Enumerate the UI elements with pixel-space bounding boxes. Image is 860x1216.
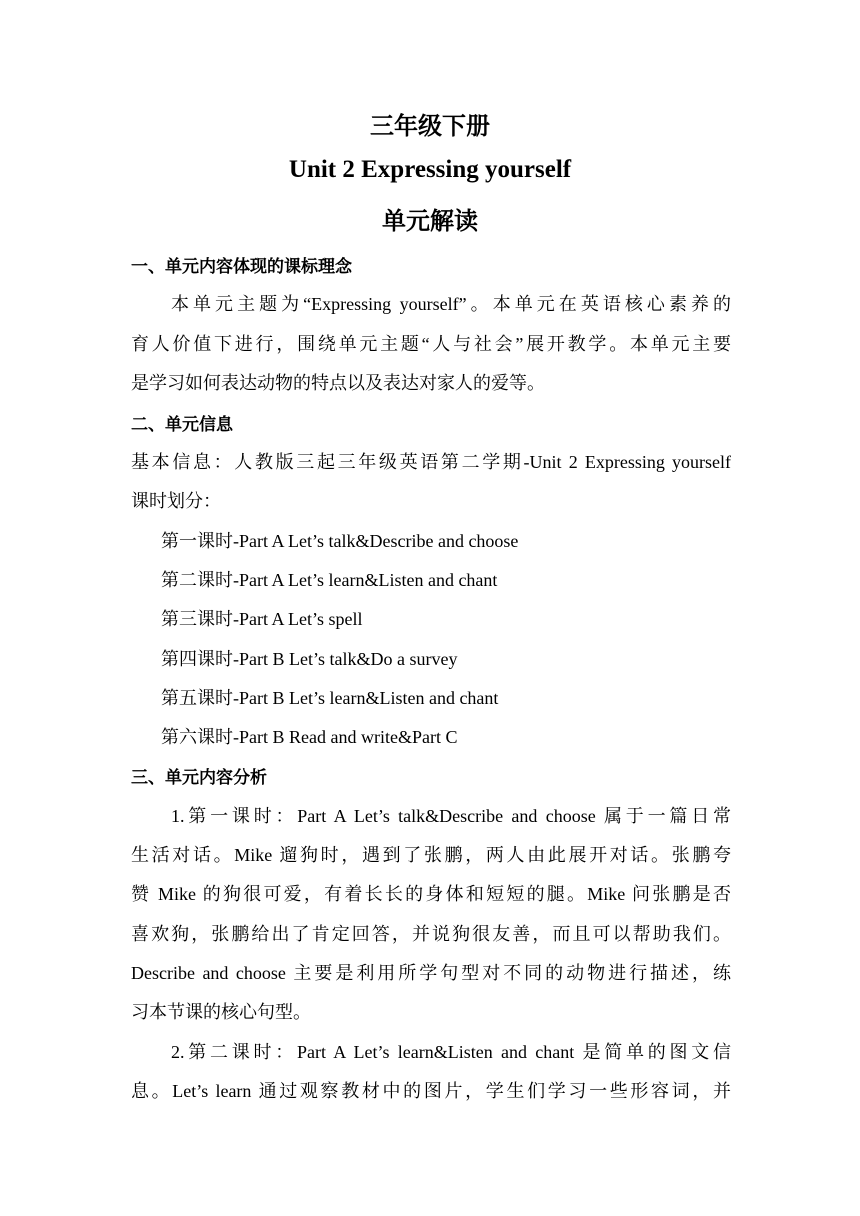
section1-line: 是学习如何表达动物的特点以及表达对家人的爱等。 [131,373,545,393]
unit-title: Unit 2 Expressing yourself [288,156,572,183]
paragraph-line: 习本节课的核心句型。 [131,1002,311,1022]
paragraph-line: Describe and choose 主要是利用所学句型对不同的动物进行描述，练 [131,963,731,983]
paragraph-line: 生活对话。Mike 遛狗时，遇到了张鹏，两人由此展开对话。张鹏夸 [131,845,731,865]
lesson-item: 第四课时-Part B Let’s talk&Do a survey [161,649,458,669]
section1-line: 本单元主题为“Expressing yourself”。本单元在英语核心素养的 [171,294,731,314]
lesson-item: 第一课时-Part A Let’s talk&Describe and choose [161,531,519,551]
paragraph-line: 息。Let’s learn 通过观察教材中的图片，学生们学习一些形容词，并 [131,1081,731,1101]
section-title: 单元解读 [382,207,478,235]
basic-info: 基本信息：人教版三起三年级英语第二学期-Unit 2 Expressing yourself [131,452,731,472]
paragraph-line: 1.第一课时：Part A Let’s talk&Describe and choose 属于一篇日常 [171,806,731,826]
lesson-item: 第六课时-Part B Read and write&Part C [161,727,458,747]
paragraph-line: 赞 Mike 的狗很可爱，有着长长的身体和短短的腿。Mike 问张鹏是否 [131,884,731,904]
section3-heading: 三、单元内容分析 [131,768,267,788]
lesson-item: 第五课时-Part B Let’s learn&Listen and chant [161,688,499,708]
lesson-item: 第三课时-Part A Let’s spell [161,609,363,629]
paragraph-line: 2.第二课时：Part A Let’s learn&Listen and chant 是简单的图文信 [171,1042,731,1062]
schedule-label: 课时划分： [131,491,221,511]
section1-line: 育人价值下进行，围绕单元主题“人与社会”展开教学。本单元主要 [131,334,731,354]
section2-heading: 二、单元信息 [131,415,233,435]
lesson-item: 第二课时-Part A Let’s learn&Listen and chant [161,570,498,590]
section1-heading: 一、单元内容体现的课标理念 [131,257,352,277]
grade-title: 三年级下册 [370,112,490,140]
paragraph-line: 喜欢狗，张鹏给出了肯定回答，并说狗很友善，而且可以帮助我们。 [131,924,731,944]
